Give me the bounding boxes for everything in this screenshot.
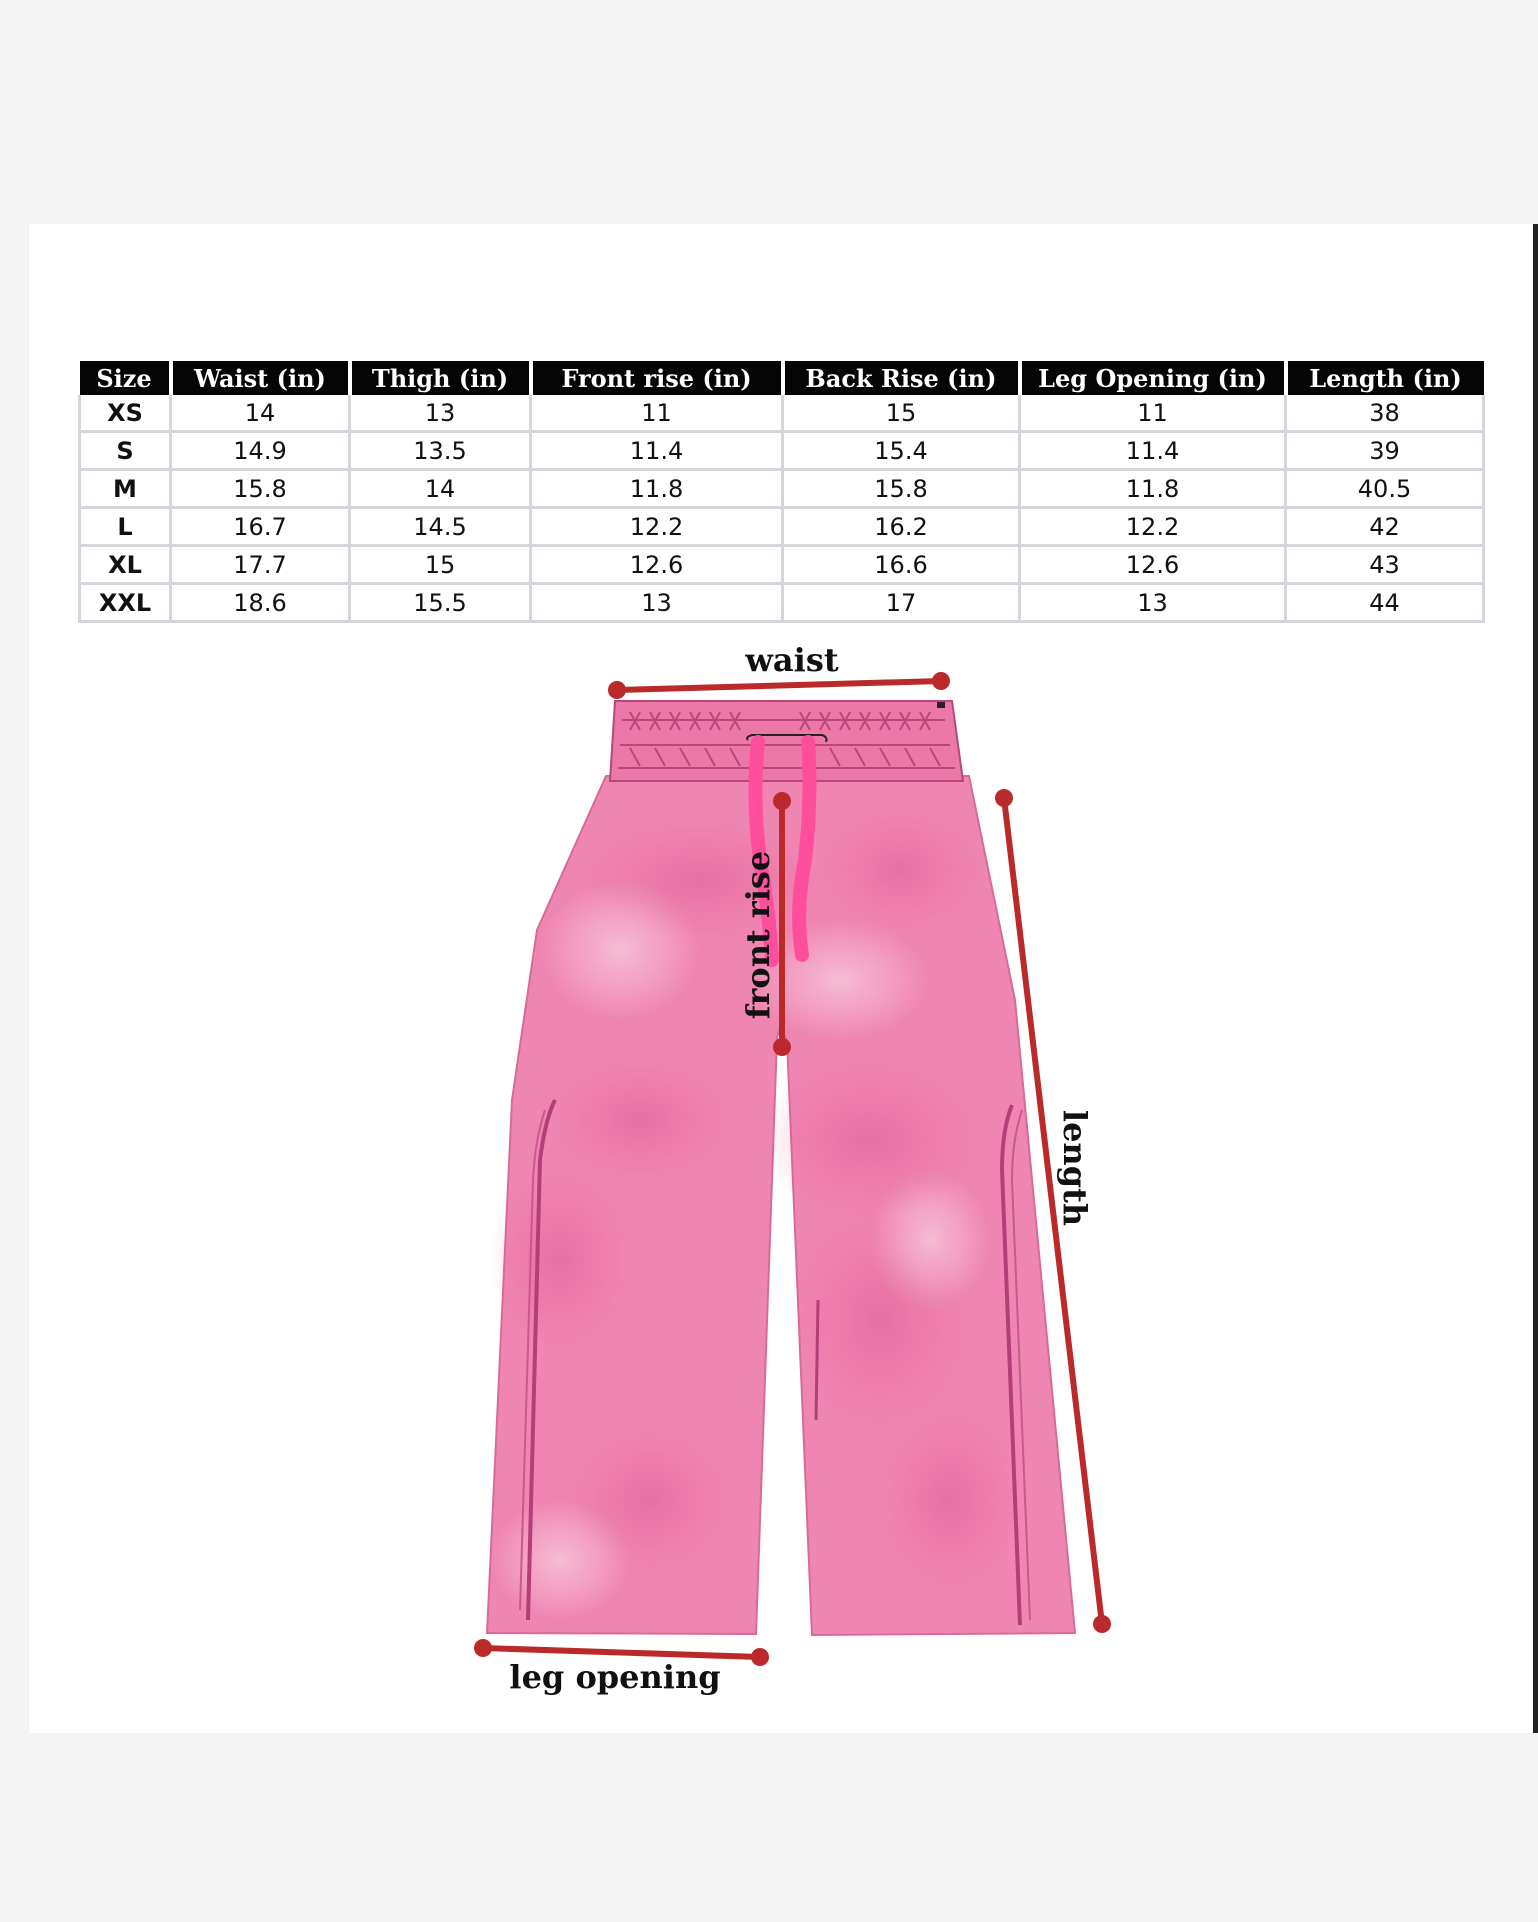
cell-size: S — [80, 432, 171, 470]
cell-size: XL — [80, 546, 171, 584]
cell-waist: 16.7 — [171, 508, 350, 546]
cell-length: 39 — [1286, 432, 1484, 470]
cell-leg-opening: 12.6 — [1020, 546, 1286, 584]
cell-length: 44 — [1286, 584, 1484, 622]
header-back-rise: Back Rise (in) — [783, 361, 1020, 395]
cell-front-rise: 13 — [531, 584, 783, 622]
cell-size: M — [80, 470, 171, 508]
cell-leg-opening: 11.4 — [1020, 432, 1286, 470]
cell-size: L — [80, 508, 171, 546]
cell-thigh: 14.5 — [350, 508, 531, 546]
cell-leg-opening: 13 — [1020, 584, 1286, 622]
cell-front-rise: 11 — [531, 395, 783, 432]
cell-waist: 18.6 — [171, 584, 350, 622]
cell-back-rise: 15.8 — [783, 470, 1020, 508]
length-label: length — [1056, 1109, 1094, 1227]
cell-length: 42 — [1286, 508, 1484, 546]
cell-back-rise: 16.6 — [783, 546, 1020, 584]
cell-thigh: 13 — [350, 395, 531, 432]
cell-waist: 14.9 — [171, 432, 350, 470]
cell-leg-opening: 12.2 — [1020, 508, 1286, 546]
cell-back-rise: 15 — [783, 395, 1020, 432]
header-leg-opening: Leg Opening (in) — [1020, 361, 1286, 395]
front-rise-label: front rise — [739, 850, 777, 1020]
cell-thigh: 14 — [350, 470, 531, 508]
cell-length: 40.5 — [1286, 470, 1484, 508]
cell-waist: 15.8 — [171, 470, 350, 508]
cell-length: 43 — [1286, 546, 1484, 584]
cell-front-rise: 12.2 — [531, 508, 783, 546]
header-length: Length (in) — [1286, 361, 1484, 395]
cell-size: XS — [80, 395, 171, 432]
cell-length: 38 — [1286, 395, 1484, 432]
cell-back-rise: 16.2 — [783, 508, 1020, 546]
cell-front-rise: 12.6 — [531, 546, 783, 584]
cell-front-rise: 11.8 — [531, 470, 783, 508]
cell-back-rise: 17 — [783, 584, 1020, 622]
header-thigh: Thigh (in) — [350, 361, 531, 395]
cell-size: XXL — [80, 584, 171, 622]
cell-leg-opening: 11.8 — [1020, 470, 1286, 508]
cell-thigh: 15 — [350, 546, 531, 584]
header-waist: Waist (in) — [171, 361, 350, 395]
header-front-rise: Front rise (in) — [531, 361, 783, 395]
cell-leg-opening: 11 — [1020, 395, 1286, 432]
waistband-tag — [937, 702, 945, 708]
cell-back-rise: 15.4 — [783, 432, 1020, 470]
cell-waist: 17.7 — [171, 546, 350, 584]
cell-thigh: 15.5 — [350, 584, 531, 622]
inseam-detail — [816, 1300, 818, 1420]
waist-label: waist — [745, 641, 839, 679]
cell-front-rise: 11.4 — [531, 432, 783, 470]
leg-opening-label: leg opening — [509, 1658, 721, 1696]
cell-thigh: 13.5 — [350, 432, 531, 470]
cell-waist: 14 — [171, 395, 350, 432]
header-size: Size — [80, 361, 171, 395]
